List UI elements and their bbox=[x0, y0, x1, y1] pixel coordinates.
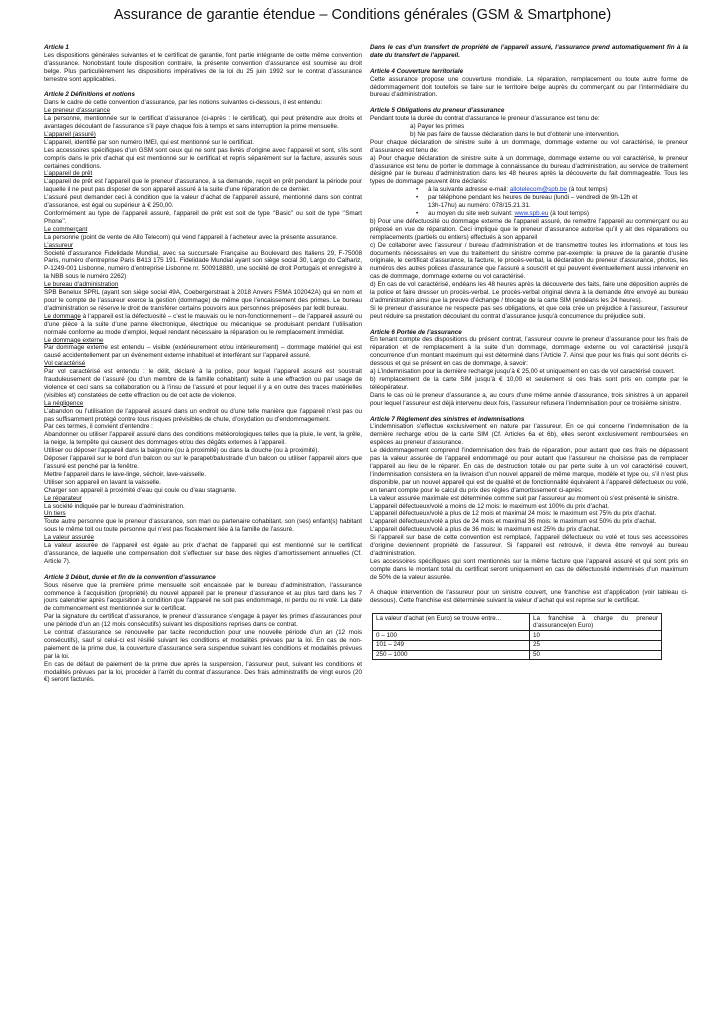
term-negligence: La négligence bbox=[44, 399, 84, 407]
table-cell-fee: 10 bbox=[530, 631, 662, 641]
term-appareil: L’appareil (assuré) bbox=[44, 130, 96, 138]
def-appareil-2: Les accessoires spécifiques d’un GSM sont ceux qui ne sont pas livrés d’origine avec l’appareil et sont, s’ils sont compris dans le prix d’achat qui est mentionné sur le certificat et repris séparément sur la facture, assurés sous certaines conditions. bbox=[44, 146, 362, 170]
negligence-list-intro: Par ces termes, il convient d’entendre : bbox=[44, 423, 153, 431]
def-dommage-text: à l’appareil est la défectuosité – c’est le mauvais ou le non-fonctionnement – de l’appareil assuré ou d’une pièce à la suite d’une panne électronique, électrique ou mécanique se produisant pendant l’utilisation normale conforme au mode d’emploi, lequel rendant nécessaire la réparation ou le remplacement immédiat. bbox=[44, 312, 362, 336]
article-6-text-2: a) L’indemnisation pour la dernière recharge jusqu’à € 25,00 et uniquement en cas de vol caractérisé couvert. bbox=[370, 368, 675, 376]
term-bureau: Le bureau d’administration bbox=[44, 281, 119, 289]
negligence-item: Déposer l’appareil sur le bord d’un balcon ou sur le parapet/balustrade d’un balcon ou utiliser l’appareil alors que l’assuré est penché par la fenêtre. bbox=[44, 455, 362, 471]
depreciation-rule: L’appareil défectueux/volé a moins de 12 mois: le maximum est 100% du prix d’achat. bbox=[370, 502, 610, 510]
term-vol: Vol caractérisé bbox=[44, 360, 86, 368]
article-5-text-7: Si le preneur d’assurance ne respecte pas ses obligations, et que cela crée un préjudice à l’assureur, l’assureur peut réduire sa prestation découlant du contrat d’assurance jusqu’à concurrence du préjudice subi. bbox=[370, 304, 688, 320]
article-3-heading: Article 3 Début, durée et fin de la convention d’assurance bbox=[44, 573, 216, 581]
table-row bbox=[373, 640, 662, 650]
article-5-text-4: b) Pour une défectuosité ou dommage externe de l’appareil assuré, de remettre l’appareil au commerçant ou au préposé en vue de réparation. Ceci implique que le preneur d’assurance autorise qu’il y ait des réparations ou remplacements (partiels ou entiers) effectués à son appareil bbox=[370, 217, 688, 241]
article-7-text-6: A chaque intervention de l’assureur pour un sinistre couvert, une franchise est d’application (voir tableau ci-dessous). Cette franchise est déterminée suivant la valeur d’achat qui est reprise sur le certificat. bbox=[370, 589, 688, 605]
table-cell-range: 250 – 1000 bbox=[373, 650, 530, 660]
article-5-text-5: c) De collaborer avec l’assureur / bureau d’administration et de transmettre toutes les informations et tous les documents nécessaires en vue du traitement du sinistre comme par-exemple: la preuve de la garantie d’usine originale, le certificat d’assurance, la facture, le procès-verbal, la déclaration du preneur d’assurance, photos, les numéros des autres polices d’assurance que l’assuré a souscrit et qui peuvent éventuellement aussi intervenir en cas de dommage, dommage externe ou vol caractérisé. bbox=[370, 241, 688, 281]
def-appareil-1: L’appareil, identifié par son numéro IMEI, qui est mentionné sur le certificat. bbox=[44, 138, 255, 146]
article-7-text-4: Si l’appareil sur base de cette convention est remplacé, l’appareil défectueux ou volé et tous ses accessoires d’origine deviennent propriété de l’assureur. Si l’appareil est retrouvé, il devra être renvoyé au bureau d’administration. bbox=[370, 534, 688, 557]
right-column bbox=[370, 44, 688, 660]
term-commercant: Le commerçant bbox=[44, 225, 88, 233]
def-vol: Par vol caractérisé est entendu : le délit, déclaré à la police, pour lequel l’appareil assuré est soustrait frauduleusement de l’assuré (ou d’un membre de la famille cohabitant) suite à une effraction ou par usage de violence et ceci sans sa collaboration ou à l’insu de l’assuré et pour lequel il y a en outre des traces matérielles (visibles et) constatées de cette effraction ou de cet acte de violence. bbox=[44, 368, 362, 399]
transfer-clause: Dans le cas d’un transfert de propriété de l’appareil assuré, l’assurance prend automatiquement fin à la date du transfert de l’appareil. bbox=[370, 44, 688, 59]
article-3-text-3: Le contrat d’assurance se renouvelle par tacite reconduction pour une nouvelle période d’un an (12 mois consécutifs), sauf si celui-ci est résilié suivant les conditions et modalités prévues par la loi. En cas de non-paiement de la prime due, la couverture d’assurance sera suspendue suivant les conditions et modalités prévues par la loi. bbox=[44, 629, 362, 660]
obligation-a: a) Payer les primes bbox=[410, 123, 465, 131]
article-3-text-1: Sous réserve que la première prime mensuelle soit encaissée par le bureau d’administration, l’assurance commence à l’acquisition (propriété) du nouvel appareil par le preneur d’assurance et au plus tard dans les 7 jours calendrier après l’acquisition à condition que l’appareil ne soit pas endommagé, ni perdu ou ni volé. La date de commencement est mentionnée sur le certificat. bbox=[44, 581, 362, 613]
article-1-text: Les dispositions générales suivantes et le certificat de garantie, font partie intégrante de cette même convention d’assurance. Nonobstant toute disposition contraire, la présente convention d’assurance est soumise au droit belge. Plus particulièrement les dispositions impératives de la loi du 25 juin 1992 sur le contrat d’assurance terrestre sont applicables. bbox=[44, 51, 362, 83]
table-header-cell: La valeur d’achat (en Euro) se trouve entre... bbox=[373, 614, 530, 631]
def-pret-2: L’assuré peut demander ceci à condition que la valeur d’achat de l’appareil assuré, mentionné dans son contrat d’assurance, est égal ou supérieur à € 250,00. bbox=[44, 194, 362, 210]
table-header-cell: La franchise à charge du preneur d’assurance(en Euro) bbox=[530, 614, 662, 631]
def-bureau: SPB Benelux SPRL (ayant son siège social 49A, Coebergerstraat à 2018 Anvers FSMA 102042A) qui en nom et pour le compte de l’assureur exerce la gestion (dommage) de même que l’encaissement des primes. Le bureau d’administration se réserve le droit de transférer certains pouvoirs aux personnes préposées par ledit bureau. bbox=[44, 289, 362, 312]
table-row bbox=[373, 631, 662, 641]
article-2-intro: Dans le cadre de cette convention d’assurance, par les notions suivantes ci-dessous, il est entendu: bbox=[44, 99, 323, 107]
def-tiers: Toute autre personne que le preneur d’assurance, son mari ou partenaire cohabitant, son (ses) enfant(s) habitant sous le même toit ou toute personne qui n’est pas fiscalement liée à la famille de l’assuré. bbox=[44, 518, 362, 534]
def-negligence: L’abandon ou l’utilisation de l’appareil assuré dans un endroit ou d’une telle manière que l’appareil n’est pas ou pas suffisamment protégé contre tous risques prévisibles de chute, d’oxydation ou d’endommagement. bbox=[44, 407, 362, 423]
declaration-channels bbox=[370, 186, 688, 218]
def-assureur: Societé d’assurance Fidelidade Mundial, avec sa succursale Française au Boulevard des Italiens 29, F-75008 Paris, numéro d’entreprise Paris B413 175 191. Fidelidade Mundial ayant son siège social 30, Largo do Calhariz, P-1249-001 Lisbonne, numéro d’entreprise Lisbonne nr. 500918880, une société de droit Portugais et enregistré à la NBB sous le numéro 2262) bbox=[44, 249, 362, 281]
term-dommage: Le dommage bbox=[44, 312, 81, 320]
table-header-row bbox=[373, 614, 662, 631]
def-valeur-assuree: La valeur assurée de l’appareil est égale au prix d’achat de l’appareil qui est mentionné sur le certificat d’assurance, de laquelle une compensation doit s’effectuer sur base des règles d’amortissement annuelles (Cf. Article 7). bbox=[44, 542, 362, 565]
table-cell-fee: 50 bbox=[530, 650, 662, 660]
negligence-item: Charger son appareil à proximité d’eau qui coule ou d’eau stagnante. bbox=[44, 486, 237, 494]
article-7-text-5: Les accessoires spécifiques qui sont mentionnés sur la même facture que l’appareil assuré et qui sont pris en compte dans le montant total du certificat seront uniquement en cas de défectuosité indemnisés d’un maximum de 50% de la valeur assurée. bbox=[370, 557, 688, 581]
def-dommage-externe: Par dommage externe est entendu – visible (extérieurement et/ou intérieurement) – dommage matériel qui est causé accidentellement par un événement externe inhabituel et interférant sur l’appareil assuré. bbox=[44, 344, 362, 360]
depreciation-rule: L’appareil défectueux/volé a plus de 24 mois et maximal 36 mois: le maximum est 50% du prix d’achat. bbox=[370, 518, 657, 526]
article-5-text-6: d) En cas de vol caractérisé, endéans les 48 heures après la découverte des faits, faire une déposition auprès de la police et faire dresser un procès-verbal. Le procès-verbal original devra à la demande être envoyé au bureau d’administration ainsi que la preuve d’échange / blocage de la carte SIM (endéans les 24 heures). bbox=[370, 281, 688, 304]
article-5-text-3: a) Pour chaque déclaration de sinistre suite à un dommage, dommage externe ou vol caractérisé, le preneur d’assurance est tenu de porter le dommage à connaissance du bureau d’administration, au service de traitement désigné par le bureau d’administration dans les 48 heures après la découverte du fait dommageable. Tous les types de dommage peuvent être déclarés: bbox=[370, 154, 688, 186]
article-7-text-2: Le dédommagement comprend l’indemnisation des frais de réparation, pour autant que ces frais ne dépassent pas la valeur assurée de l’appareil endommagé ou pour autant que l’assureur ne choisisse pas de remplacer l’appareil au lieu de le réparer. En cas de destruction totale ou par perte suite à un vol caractérisé couvert, l’indemnisation consistera en la livraison d’un nouvel appareil de même marque, modèle et type ou, s’il n’est plus disponible, par un nouvel appareil qui est de qualité et de fonctionnalité équivalent à l’appareil défectueux ou volé, en tenant compte pour le calcul du prix des règles d’amortissement ci-après: bbox=[370, 447, 688, 494]
def-pret-1: L’appareil de prêt est l’appareil que le preneur d’assurance, à sa demande, reçoit en prêt pendant la période pour laquelle il ne peut pas disposer de son appareil assuré à la suite d’une réparation de ce dernier. bbox=[44, 178, 362, 194]
term-preneur: Le preneur d’assurance bbox=[44, 107, 111, 115]
article-5-heading: Article 5 Obligations du preneur d’assurance bbox=[370, 107, 505, 115]
article-1-heading: Article 1 bbox=[44, 44, 69, 51]
def-reparateur: La société indiquée par le bureau d’administration. bbox=[44, 502, 185, 510]
article-7-text-3: La valeur assurée maximale est déterminée comme suit par l’assureur au moment où s’est présenté le sinistre. bbox=[370, 494, 680, 502]
website-link[interactable]: www.spb.eu bbox=[514, 210, 549, 217]
article-4-heading: Article 4 Couverture territoriale bbox=[370, 67, 464, 75]
term-assureur: L’assureur bbox=[44, 241, 74, 249]
channel-email: • à la suivante adresse e-mail: allotelecom@spb.be (à tout temps) bbox=[416, 186, 688, 194]
def-commercant: La personne (point de vente de Allo Telecom) qui vend l’appareil à l’acheteur avec la présente assurance. bbox=[44, 233, 338, 241]
negligence-item: Utiliser son appareil en lavant la vaisselle. bbox=[44, 478, 161, 486]
article-6-text-4: Dans le cas où le preneur d’assurance a, au cours d’une même année d’assurance, trois sinistres à un appareil pour lequel l’assureur est déjà intervenu deux fois, l’assureur refusera l’indemnisation pour ce troisième sinistre. bbox=[370, 391, 688, 407]
depreciation-rule: L’appareil défectueux/volé a plus de 36 mois: le maximum est 25% du prix d’achat. bbox=[370, 526, 601, 534]
article-6-text-1: En tenant compte des dispositions du présent contrat, l’assureur couvre le preneur d’assurance pour les frais de réparation et de remplacement à la suite d’un dommage, dommage externe ou vol caractérisé jusqu’à concurrence d’un montant maximum qui est déterminé dans l’Article 7. Ainsi que pour les frais qui sont décrits ci-dessous et qui se présent en cas de dommage, à savoir: bbox=[370, 336, 688, 368]
channel-phone: • par téléphone pendant les heures de bureau (lundi – vendredi de 9h-12h et 13h-17hu) au numéro: 078/15.21.31. bbox=[416, 194, 688, 210]
depreciation-rule: L’appareil défectueux/volé a plus de 12 mois et maximal 24 mois: le maximum est 75% du prix d’achat. bbox=[370, 510, 657, 518]
article-3-text-2: Par la signature du certificat d’assurance, le preneur d’assurance s’engage à payer les primes d’assurances pour une période d’un an (12 mois consécutifs) suivant les dispositions reprises dans ce contrat. bbox=[44, 613, 362, 629]
article-7-text-1: L’indemnisation s’effectue exclusivement en nature par l’assureur. En ce qui concerne l’indemnisation de la dernière recharge et/ou de la carte SIM (Cf. Articles 6a et 6b), elles seront exclusivement remboursées en espèces au preneur d’assurance. bbox=[370, 423, 688, 447]
term-dommage-externe: Le dommage externe bbox=[44, 336, 104, 344]
page-title: Assurance de garantie étendue – Conditions générales (GSM & Smartphone) bbox=[113, 7, 612, 23]
obligation-b: b) Ne pas faire de fausse déclaration dans le but d’obtenir une intervention. bbox=[410, 130, 620, 138]
table-cell-range: 101 – 249 bbox=[373, 640, 530, 650]
term-tiers: Un tiers bbox=[44, 510, 66, 518]
term-appareil-pret: L’appareil de prêt bbox=[44, 170, 93, 178]
article-6-heading: Article 6 Portée de l’assurance bbox=[370, 328, 462, 336]
negligence-item: Abandonner ou utiliser l’appareil assuré dans des conditions météorologiques telles que la pluie, le vent, la grêle, la neige, la tempête qui causent des dommages et/ou des dégâts externes à l’appareil. bbox=[44, 431, 362, 447]
table-row bbox=[373, 650, 662, 660]
article-4-text: Cette assurance propose une couverture mondiale. La réparation, remplacement ou toute autre forme de dédommagement doit toutefois se faire sur le territoire belge auprès du commerçant ou par l’intermédiaire du bureau d’administration. bbox=[370, 75, 688, 99]
channel-website: • au moyen du site web suivant: www.spb.eu (à tout temps) bbox=[416, 210, 688, 218]
term-reparateur: Le réparateur bbox=[44, 494, 82, 502]
article-5-text-2: Pour chaque déclaration de sinistre suite à un dommage, dommage externe ou vol caractérisé, le preneur d’assurance est tenu de: bbox=[370, 138, 688, 154]
left-column bbox=[44, 44, 362, 684]
def-pret-3: Conformément au type de l’appareil assuré, l’appareil de prêt est soit de type ‘’Basic’’ ou soit de type ‘’Smart Phone’’. bbox=[44, 210, 362, 225]
def-dommage bbox=[44, 313, 362, 337]
article-7-heading: Article 7 Règlement des sinistres et indemnisations bbox=[370, 415, 525, 423]
table-cell-range: 0 – 100 bbox=[373, 631, 530, 641]
article-5-text-1: Pendant toute la durée du contrat d’assurance le preneur d’assurance est tenu de: bbox=[370, 115, 600, 123]
email-link[interactable]: allotelecom@spb.be bbox=[509, 186, 568, 194]
table-cell-fee: 25 bbox=[530, 640, 662, 650]
negligence-item: Mettre l’appareil dans le lave-linge, séchoir, lave-vaisselle. bbox=[44, 470, 207, 478]
term-valeur-assuree: La valeur assurée bbox=[44, 534, 95, 542]
franchise-table bbox=[372, 613, 662, 660]
article-3-text-4: En cas de défaut de paiement de la prime due après la suspension, l’assureur peut, suivant les conditions et modalités prévues par la loi, procéder à l’arrêt du contrat d’assurance. Des frais administratifs de vingt euros (20 €) seront facturés. bbox=[44, 660, 362, 684]
article-2-heading: Article 2 Définitions et notions bbox=[44, 91, 135, 99]
article-6-text-3: b) remplacement de la carte SIM jusqu’à € 10,00 et seulement si ces frais sont pris en compte par le téléopérateur. bbox=[370, 376, 688, 391]
def-preneur: La personne, mentionnée sur le certificat d’assurance (ci-après : le certificat), qui peut prétendre aux droits et avantages découlant de l’assurance s’il paye chaque fois à temps et sans interruption la prime mensuelle. bbox=[44, 115, 362, 131]
negligence-item: Utiliser ou déposer l’appareil dans la baignoire (ou à proximité) ou dans la douche (ou à proximité). bbox=[44, 447, 320, 455]
